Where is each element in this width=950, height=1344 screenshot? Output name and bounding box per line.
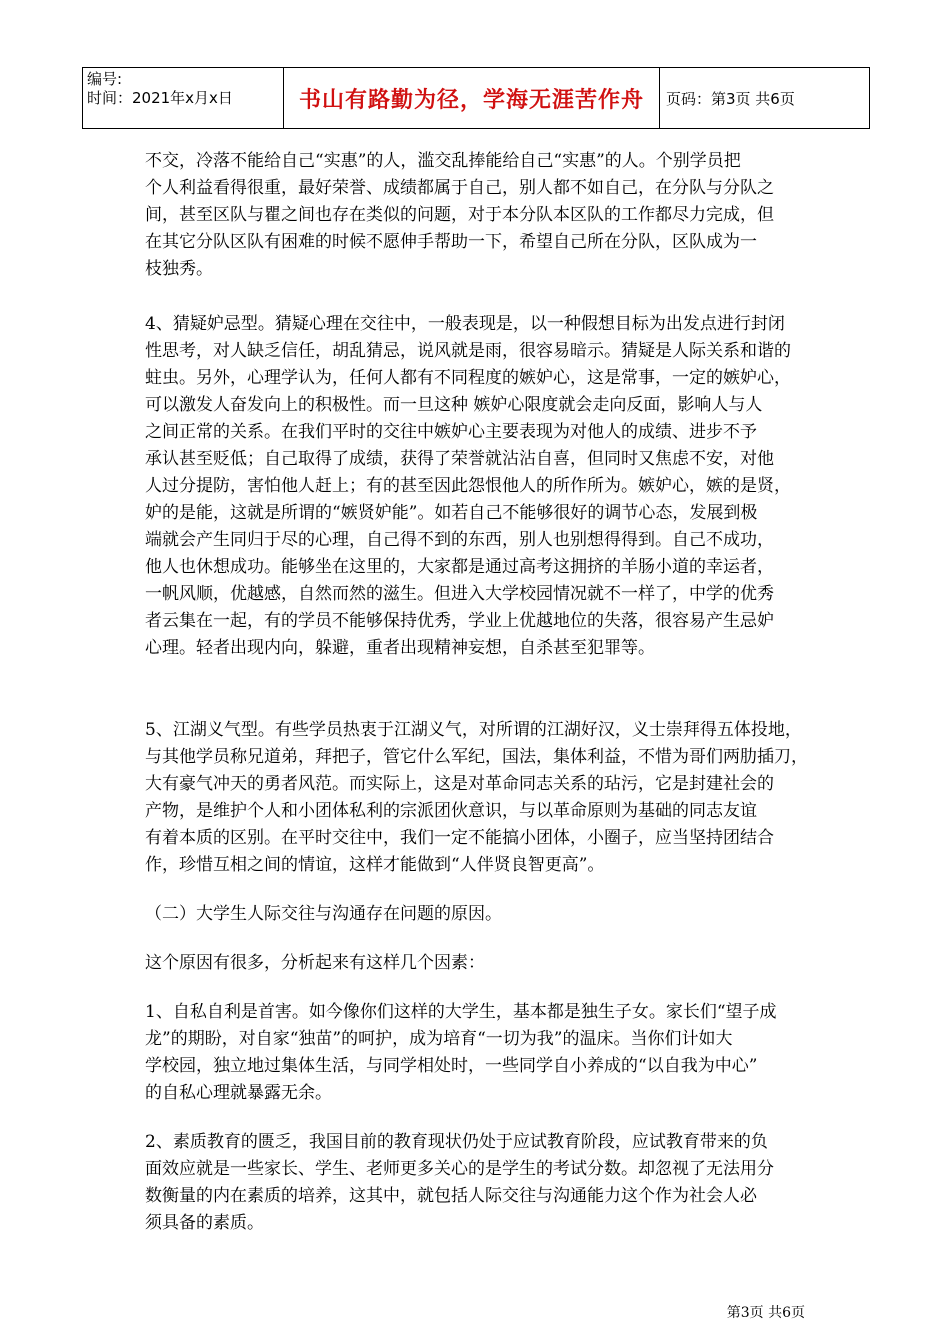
text-line: （二）大学生人际交往与沟通存在问题的原因。 xyxy=(145,904,502,924)
text-line: 个人利益看得很重，最好荣誉、成绩都属于自己，别人都不如自己，在分队与分队之 xyxy=(145,178,774,198)
paragraph-intro xyxy=(145,950,815,977)
text-line: 须具备的素质。 xyxy=(145,1213,264,1233)
text-line: 端就会产生同归于尽的心理，自己得不到的东西，别人也别想得得到。自己不成功， xyxy=(145,530,774,550)
paragraph-brotherhood xyxy=(145,717,815,879)
text-line: 之间正常的关系。在我们平时的交往中嫉妒心主要表现为对他人的成绩、进步不予 xyxy=(145,422,757,442)
text-line: 心理。轻者出现内向，躲避，重者出现精神妄想，自杀甚至犯罪等。 xyxy=(145,638,655,658)
text-line: 枝独秀。 xyxy=(145,259,213,279)
text-line: 不交，冷落不能给自己“实惠”的人，滥交乱捧能给自己“实惠”的人。个别学员把 xyxy=(145,151,741,171)
header-motto: 书山有路勤为径，学海无涯苦作舟 xyxy=(284,68,660,128)
document-body xyxy=(145,148,815,1237)
paragraph-1 xyxy=(145,148,815,283)
doc-time-label: 时间：2021年x月x日 xyxy=(87,89,233,107)
text-line: 一帆风顺，优越感，自然而然的滋生。但进入大学校园情况就不一样了，中学的优秀 xyxy=(145,584,774,604)
header-table xyxy=(82,67,870,129)
text-line: 在其它分队区队有困难的时候不愿伸手帮助一下，希望自己所在分队，区队成为一 xyxy=(145,232,757,252)
text-line: 大有豪气冲天的勇者风范。而实际上，这是对革命同志关系的玷污，它是封建社会的 xyxy=(145,774,774,794)
text-line: 蛀虫。另外，心理学认为，任何人都有不同程度的嫉妒心，这是常事，一定的嫉妒心， xyxy=(145,368,791,388)
text-line: 与其他学员称兄道弟，拜把子，管它什么军纪，国法，集体利益，不惜为哥们两肋插刀， xyxy=(145,747,808,767)
text-line: 承认甚至贬低；自己取得了成绩，获得了荣誉就沾沾自喜，但同时又焦虑不安，对他 xyxy=(145,449,774,469)
text-line: 者云集在一起，有的学员不能够保持优秀，学业上优越地位的失落，很容易产生忌妒 xyxy=(145,611,774,631)
text-line: 这个原因有很多，分析起来有这样几个因素： xyxy=(145,953,485,973)
section-heading-causes xyxy=(145,901,815,928)
doc-number-label: 编号: xyxy=(87,70,123,88)
text-line: 人过分提防，害怕他人赶上；有的甚至因此怨恨他人的所作所为。嫉妒心，嫉的是贤， xyxy=(145,476,791,496)
text-line: 的自私心理就暴露无余。 xyxy=(145,1083,332,1103)
text-line: 他人也休想成功。能够坐在这里的，大家都是通过高考这拥挤的羊肠小道的幸运者， xyxy=(145,557,774,577)
text-line: 性思考，对人缺乏信任，胡乱猜忌，说风就是雨，很容易暗示。猜疑是人际关系和谐的 xyxy=(145,341,791,361)
text-line: 5、江湖义气型。有些学员热衷于江湖义气，对所谓的江湖好汉，义士崇拜得五体投地， xyxy=(145,720,802,740)
header-page-label: 页码：第3页 共6页 xyxy=(666,89,795,108)
header-meta xyxy=(83,68,284,128)
text-line: 妒的是能，这就是所谓的“嫉贤妒能”。如若自己不能够很好的调节心态，发展到极 xyxy=(145,503,758,523)
paragraph-selfishness xyxy=(145,999,815,1107)
text-line: 4、猜疑妒忌型。猜疑心理在交往中，一般表现是，以一种假想目标为出发点进行封闭 xyxy=(145,314,785,334)
text-line: 间，甚至区队与瞿之间也存在类似的问题，对于本分队本区队的工作都尽力完成，但 xyxy=(145,205,774,225)
page-footer: 第3页 共6页 xyxy=(726,1305,805,1321)
text-line: 2、素质教育的匮乏，我国目前的教育现状仍处于应试教育阶段，应试教育带来的负 xyxy=(145,1132,768,1152)
text-line: 有着本质的区别。在平时交往中，我们一定不能搞小团体，小圈子，应当坚持团结合 xyxy=(145,828,774,848)
paragraph-education xyxy=(145,1129,815,1237)
text-line: 产物，是维护个人和小团体私利的宗派团伙意识，与以革命原则为基础的同志友谊 xyxy=(145,801,757,821)
text-line: 学校园，独立地过集体生活，与同学相处时，一些同学自小养成的“以自我为中心” xyxy=(145,1056,758,1076)
text-line: 1、自私自利是首害。如今像你们这样的大学生，基本都是独生子女。家长们“望子成 xyxy=(145,1002,777,1022)
text-line: 龙”的期盼，对自家“独苗”的呵护，成为培育“一切为我”的温床。当你们计如大 xyxy=(145,1029,733,1049)
text-line: 面效应就是一些家长、学生、老师更多关心的是学生的考试分数。却忽视了无法用分 xyxy=(145,1159,774,1179)
text-line: 数衡量的内在素质的培养，这其中，就包括人际交往与沟通能力这个作为社会人必 xyxy=(145,1186,757,1206)
text-line: 可以激发人奋发向上的积极性。而一旦这种 嫉妒心限度就会走向反面，影响人与人 xyxy=(145,395,763,415)
paragraph-jealousy xyxy=(145,311,815,662)
text-line: 作，珍惜互相之间的情谊，这样才能做到“人伴贤良智更高”。 xyxy=(145,855,605,875)
